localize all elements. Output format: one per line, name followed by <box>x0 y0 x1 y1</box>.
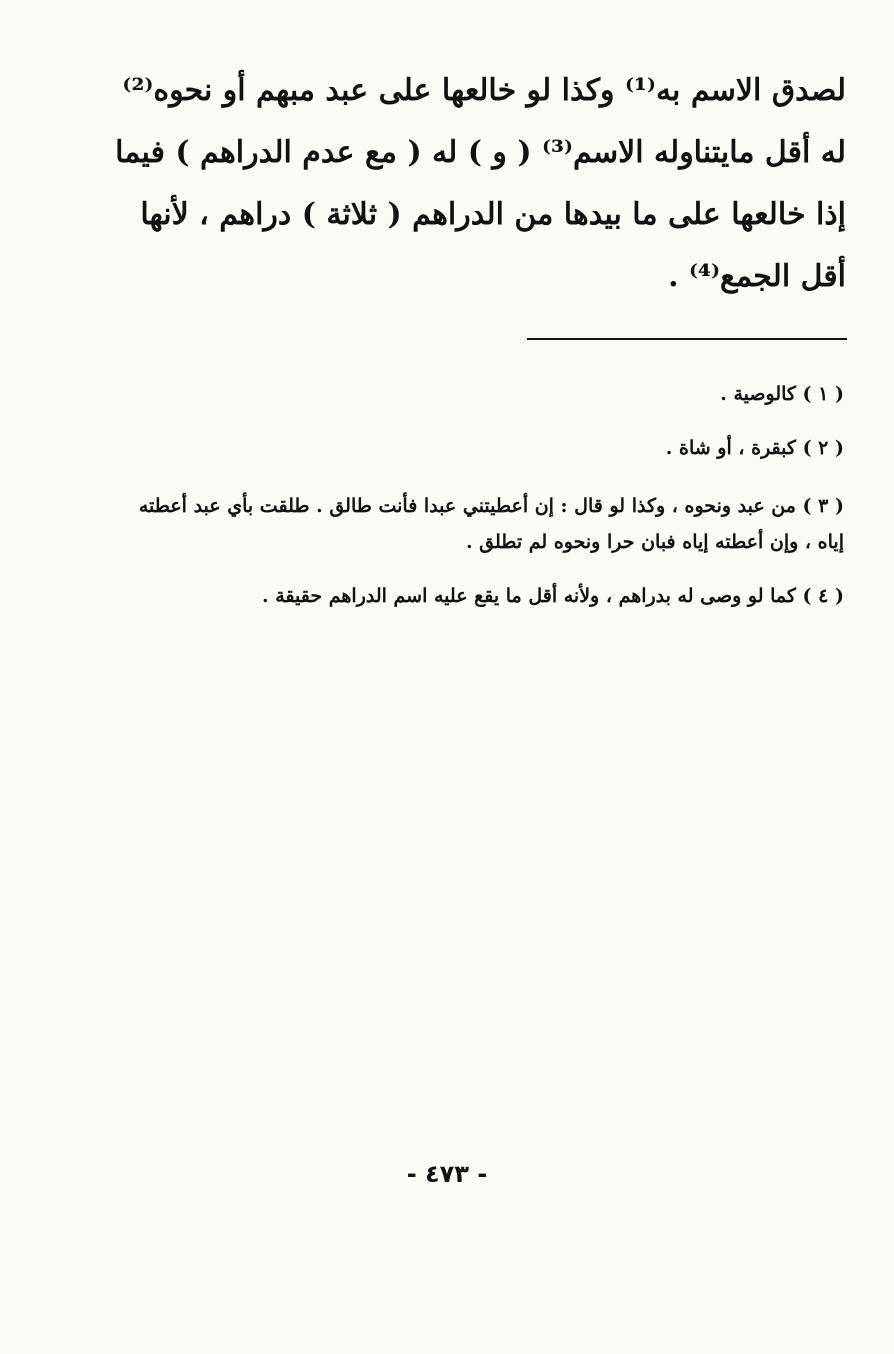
footnote-4: ( ٤ ) كما لو وصى له بدراهم ، ولأنه أقل ما يقع عليه اسم الدراهم حقيقة . <box>262 585 844 607</box>
footnote-divider <box>527 338 847 340</box>
page-number: - ٤٧٣ - <box>406 1160 488 1188</box>
main-text-line: لصدق الاسم به⁽¹⁾ وكذا لو خالعها على عبد مبهم أو نحوه⁽²⁾ <box>122 73 846 108</box>
footnotes-block <box>110 372 844 614</box>
main-text-block <box>100 60 846 308</box>
footnote-2: ( ٢ ) كبقرة ، أو شاة . <box>665 437 844 459</box>
footnote-1: ( ١ ) كالوصية . <box>720 383 844 405</box>
main-text-line: إذا خالعها على ما بيدها من الدراهم ( ثلاثة ) دراهم ، لأنها <box>140 197 846 232</box>
main-text-line: أقل الجمع⁽⁴⁾ . <box>668 259 846 294</box>
main-text-line: له أقل مايتناوله الاسم⁽³⁾ ( و ) له ( مع عدم الدراهم ) فيما <box>115 135 846 170</box>
footnote-3: ( ٣ ) من عبد ونحوه ، وكذا لو قال : إن أعطيتني عبدا فأنت طالق . طلقت بأي عبد أعطته إياه ، وإن أعطته إياه فبان حرا ونحوه لم تطلق . <box>138 495 844 553</box>
